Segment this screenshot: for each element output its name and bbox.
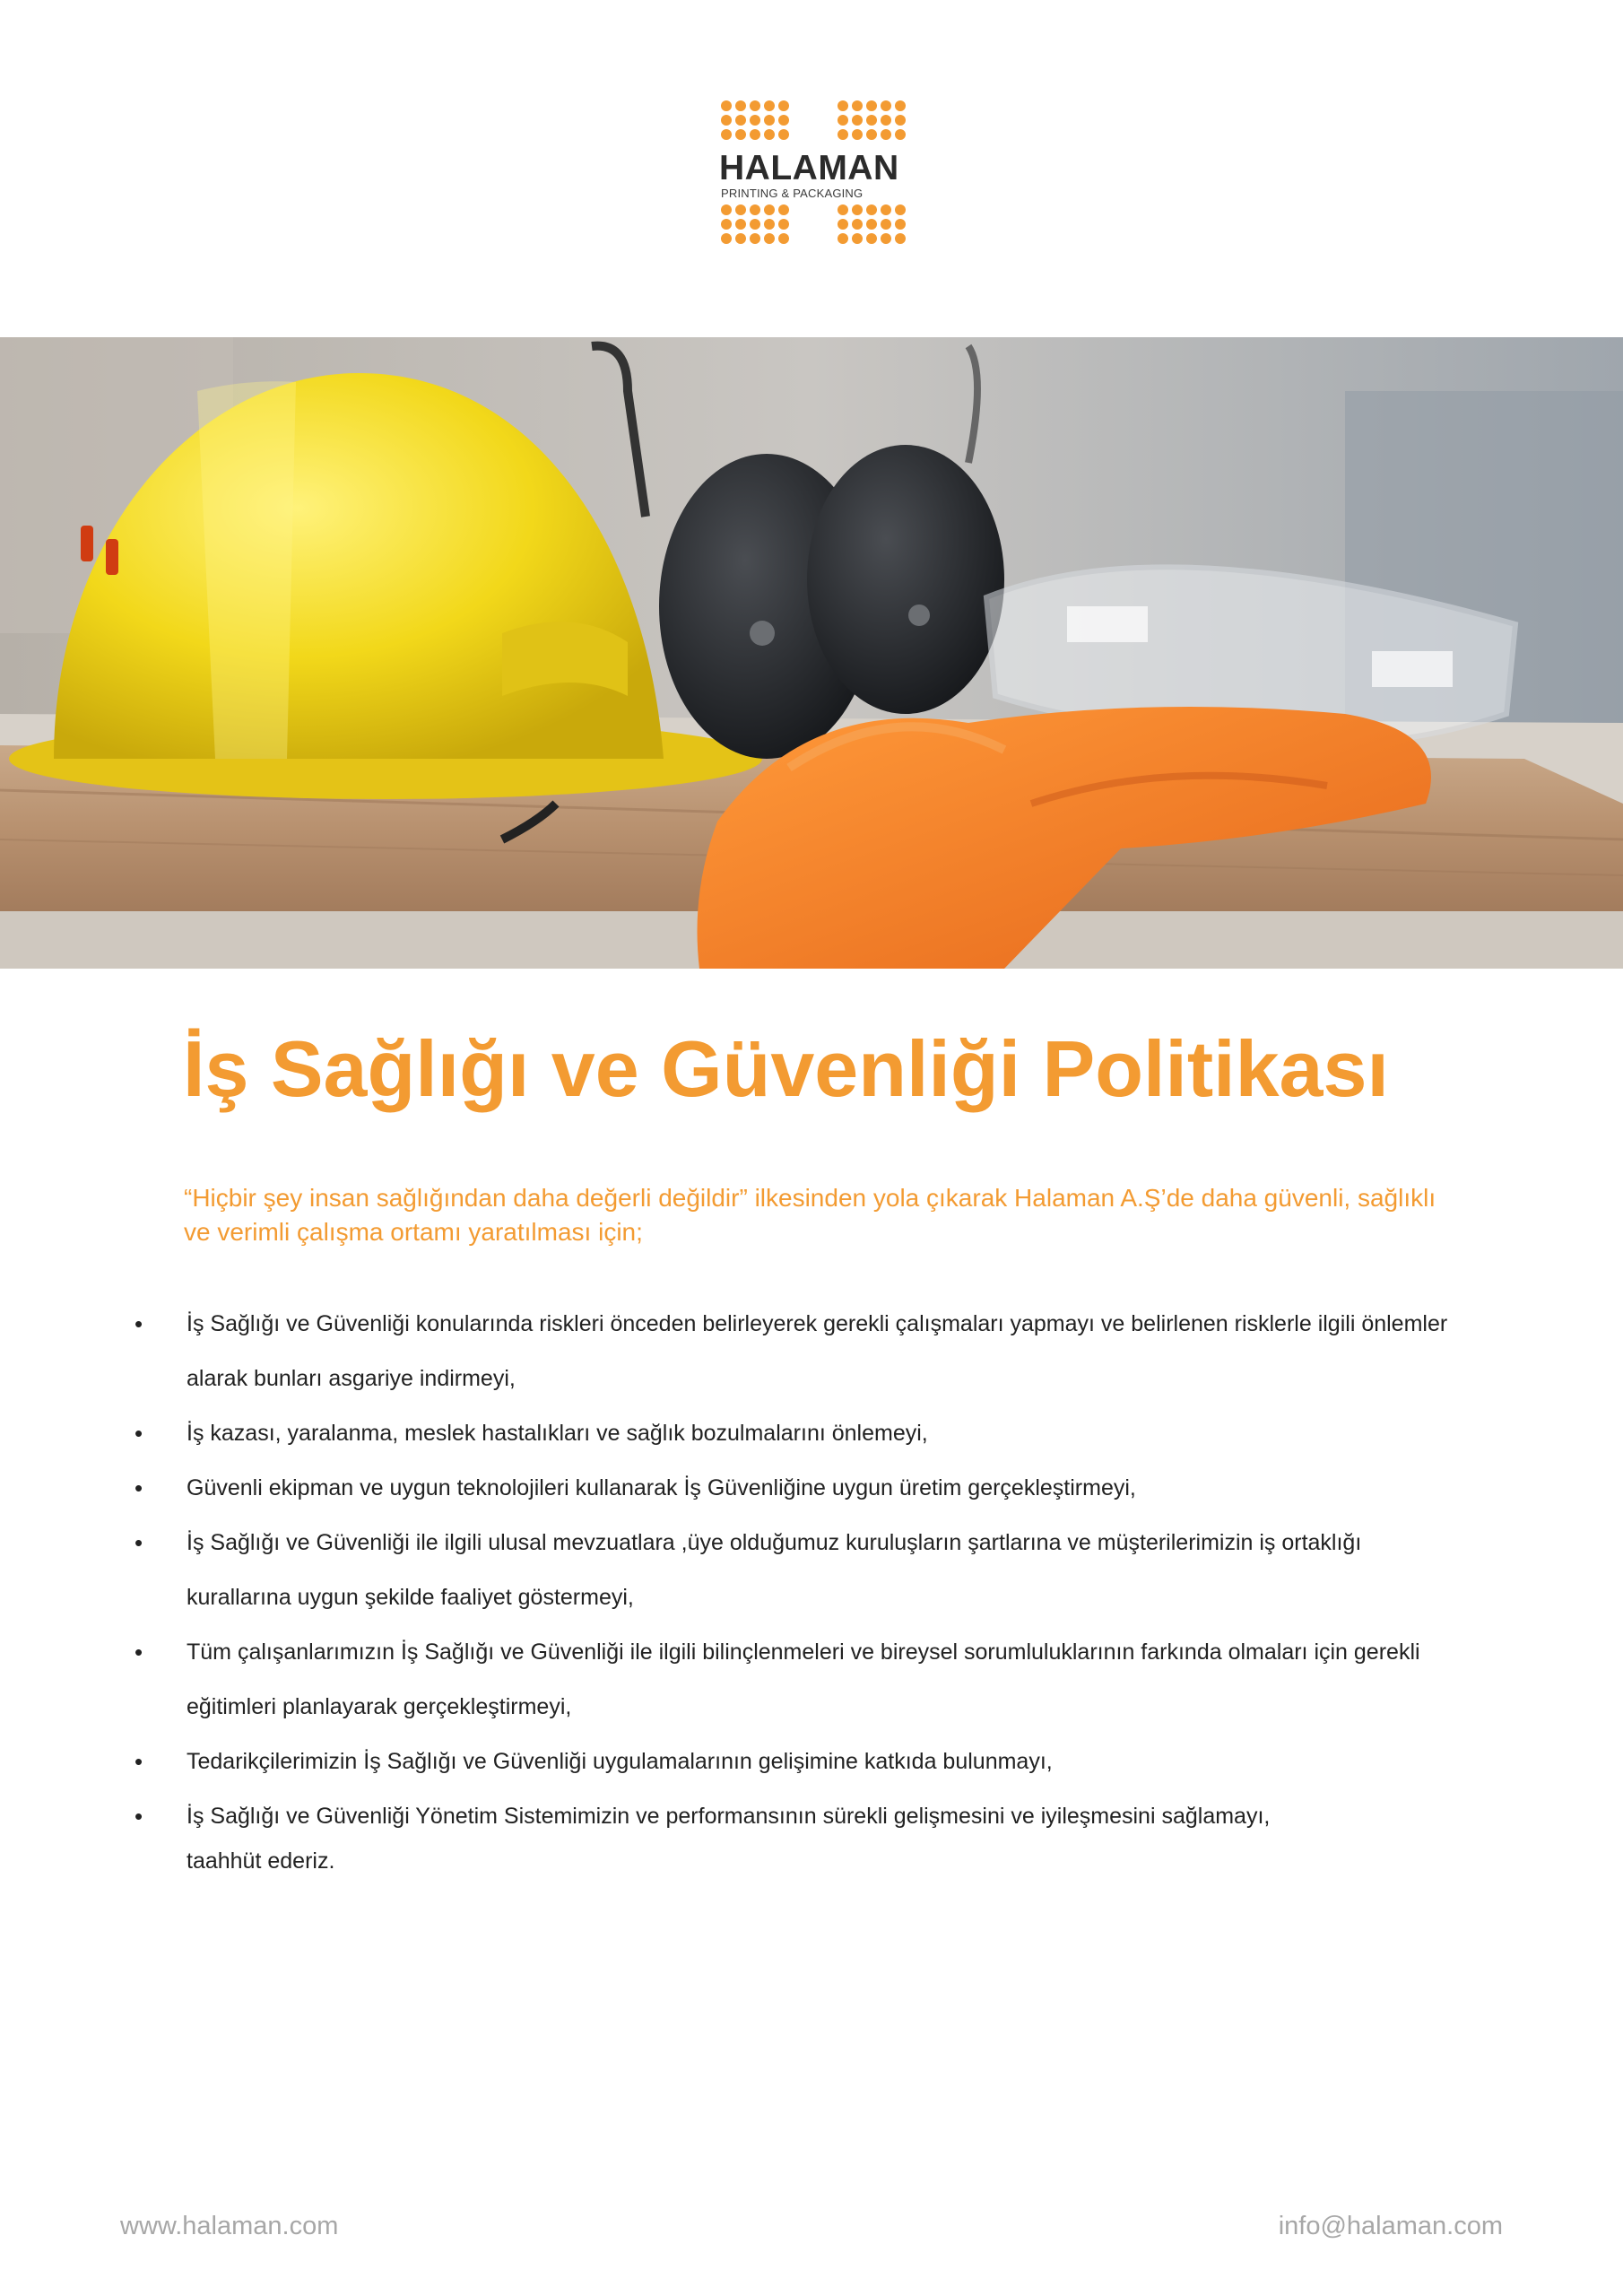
safety-equipment-illustration: [0, 337, 1623, 969]
hero-image: [0, 337, 1623, 969]
email-link[interactable]: info@halaman.com: [1278, 2212, 1503, 2240]
company-logo: [721, 100, 902, 258]
logo-dots: [721, 100, 789, 140]
bullet-icon: •: [135, 1748, 143, 1775]
policy-list: [135, 1297, 1462, 1844]
list-item-text: İş Sağlığı ve Güvenliği Yönetim Sistemimizin ve performansının sürekli gelişmesini ve iyileşmesini sağlamayı,: [187, 1804, 1271, 1829]
list-item: [135, 1461, 1462, 1516]
list-item-text: İş kazası, yaralanma, meslek hastalıkları ve sağlık bozulmalarını önlemeyi,: [187, 1421, 928, 1446]
list-item: [135, 1297, 1462, 1406]
logo-dots: [838, 100, 906, 140]
bullet-icon: •: [135, 1420, 143, 1447]
list-item-text: Tüm çalışanlarımızın İş Sağlığı ve Güvenliği ile ilgili bilinçlenmeleri ve bireysel sorumluluklarının farkında olmaları için gerekli eğitimleri planlayarak gerçekleştirmeyi,: [187, 1639, 1420, 1719]
bullet-icon: •: [135, 1803, 143, 1830]
list-item: [135, 1406, 1462, 1461]
website-link[interactable]: www.halaman.com: [120, 2212, 339, 2240]
intro-text: “Hiçbir şey insan sağlığından daha değerli değildir” ilkesinden yola çıkarak Halaman A.Ş’de daha güvenli, sağlıklı ve verimli çalışma ortamı yaratılması için;: [184, 1184, 1436, 1246]
logo-dots: [721, 204, 789, 244]
bullet-icon: •: [135, 1310, 143, 1337]
logo-name: HALAMAN: [719, 149, 899, 187]
list-item-text: Tedarikçilerimizin İş Sağlığı ve Güvenliği uygulamalarının gelişimine katkıda bulunmayı,: [187, 1749, 1053, 1774]
list-item: [135, 1625, 1462, 1735]
list-item: [135, 1735, 1462, 1789]
logo-subtitle: PRINTING & PACKAGING: [721, 187, 864, 200]
list-item-text: İş Sağlığı ve Güvenliği konularında riskleri önceden belirleyerek gerekli çalışmaları yapmayı ve belirlenen risklerle ilgili önlemler alarak bunları asgariye indirmeyi,: [187, 1311, 1448, 1391]
list-item-text: İş Sağlığı ve Güvenliği ile ilgili ulusal mevzuatlara ,üye olduğumuz kuruluşların şartlarına ve müşterilerimizin iş ortaklığı kurallarına uygun şekilde faaliyet göstermeyi,: [187, 1530, 1362, 1610]
list-item: [135, 1516, 1462, 1625]
list-item-text: Güvenli ekipman ve uygun teknolojileri kullanarak İş Güvenliğine uygun üretim gerçekleştirmeyi,: [187, 1475, 1136, 1500]
bullet-icon: •: [135, 1474, 143, 1501]
closing-text: taahhüt ederiz.: [187, 1848, 335, 1874]
page-title: İş Sağlığı ve Güvenliği Politikası: [183, 1024, 1389, 1113]
bullet-icon: •: [135, 1529, 143, 1556]
logo-dots: [838, 204, 906, 244]
bullet-icon: •: [135, 1639, 143, 1665]
